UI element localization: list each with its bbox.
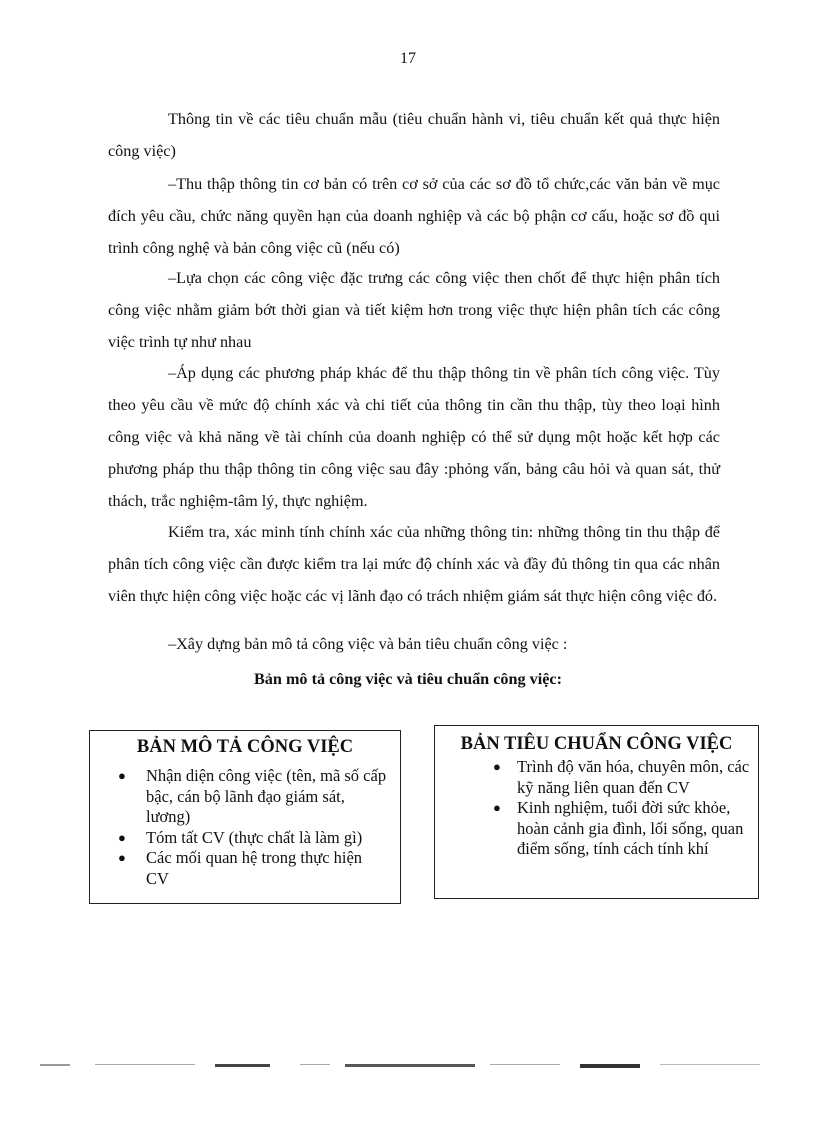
section-subheading: Bản mô tả công việc và tiêu chuẩn công việc: [254, 670, 562, 688]
bullet-icon: ● [118, 829, 126, 845]
paragraph-standards-info: Thông tin về các tiêu chuẩn mẫu (tiêu chuẩn hành vi, tiêu chuẩn kết quả thực hiện công việc) [108, 110, 720, 160]
list-item-text: Tóm tất CV (thực chất là làm gì) [146, 827, 363, 847]
scan-artifact-line [300, 1064, 330, 1065]
paragraph-apply-methods: –Áp dụng các phương pháp khác để thu thập thông tin về phân tích công việc. Tùy theo yêu cầu về mức độ chính xác và chi tiết của thông tin cần thu thập, tùy theo loại hình công việc và khả năng về tài chính của doanh nghiệp có thể sử dụng một hoặc kết hợp các phương pháp thu thập thông tin công việc sau đây :phỏng vấn, bảng câu hỏi và quan sát, thử thách, trắc nghiệm-tâm lý, thực nghiệm. [108, 364, 720, 510]
list-item-text: Trình độ văn hóa, chuyên môn, các kỹ năng liên quan đến CV [517, 757, 750, 797]
job-specification-box [434, 725, 759, 899]
list-item [435, 798, 758, 860]
list-item-text: Các mối quan hệ trong thực hiện CV [146, 848, 363, 888]
scan-artifact-line [660, 1064, 760, 1065]
scan-artifact-line [345, 1064, 475, 1067]
list-item-text: Nhận diện công việc (tên, mã số cấp bậc, cán bộ lãnh đạo giám sát, lương) [146, 766, 387, 826]
job-description-title: BẢN MÔ TẢ CÔNG VIỆC [136, 737, 354, 757]
scan-artifact-line [95, 1064, 195, 1065]
bullet-icon: ● [493, 800, 501, 815]
bullet-icon: ● [493, 759, 501, 774]
scan-artifact-line [580, 1064, 640, 1068]
bullet-icon: ● [118, 850, 126, 865]
list-item [435, 757, 758, 798]
paragraph-verify-info: Kiểm tra, xác minh tính chính xác của những thông tin: những thông tin thu thập để phân tích công việc cần được kiểm tra lại mức độ chính xác và đầy đủ thông tin qua các nhân viên thực hiện công việc hoặc các vị lãnh đạo có trách nhiệm giám sát thực hiện công việc đó. [108, 523, 720, 605]
list-item-text: Kinh nghiệm, tuổi đời sức khỏe, hoàn cảnh gia đình, lối sống, quan điểm sống, tính cách tính khí [517, 798, 744, 858]
paragraph-collect-basic-info: –Thu thập thông tin cơ bản có trên cơ sở của các sơ đồ tổ chức,các văn bản về mục đích yêu cầu, chức năng quyền hạn của doanh nghiệp và các bộ phận cơ cấu, hoặc sơ đồ qui trình công nghệ và bản công việc cũ (nếu có) [108, 175, 720, 257]
list-item [90, 828, 400, 849]
scan-artifact-line [215, 1064, 270, 1067]
page-number: 17 [400, 50, 416, 67]
job-description-box [89, 730, 401, 904]
paragraph-build-descriptions: –Xây dựng bản mô tả công việc và bản tiêu chuẩn công việc : [168, 635, 568, 653]
job-specification-list [435, 757, 758, 860]
bullet-icon: ● [118, 768, 126, 783]
list-item [90, 848, 400, 889]
job-specification-title: BẢN TIÊU CHUẨN CÔNG VIỆC [460, 734, 733, 754]
scan-artifact-line [490, 1064, 560, 1065]
list-item [90, 766, 400, 828]
scan-artifact-line [40, 1064, 70, 1066]
paragraph-select-jobs: –Lựa chọn các công việc đặc trưng các công việc then chốt để thực hiện phân tích công việc nhằm giảm bớt thời gian và tiết kiệm hơn trong việc thực hiện phân tích các công việc trình tự như nhau [108, 269, 720, 351]
job-description-list [90, 766, 400, 889]
